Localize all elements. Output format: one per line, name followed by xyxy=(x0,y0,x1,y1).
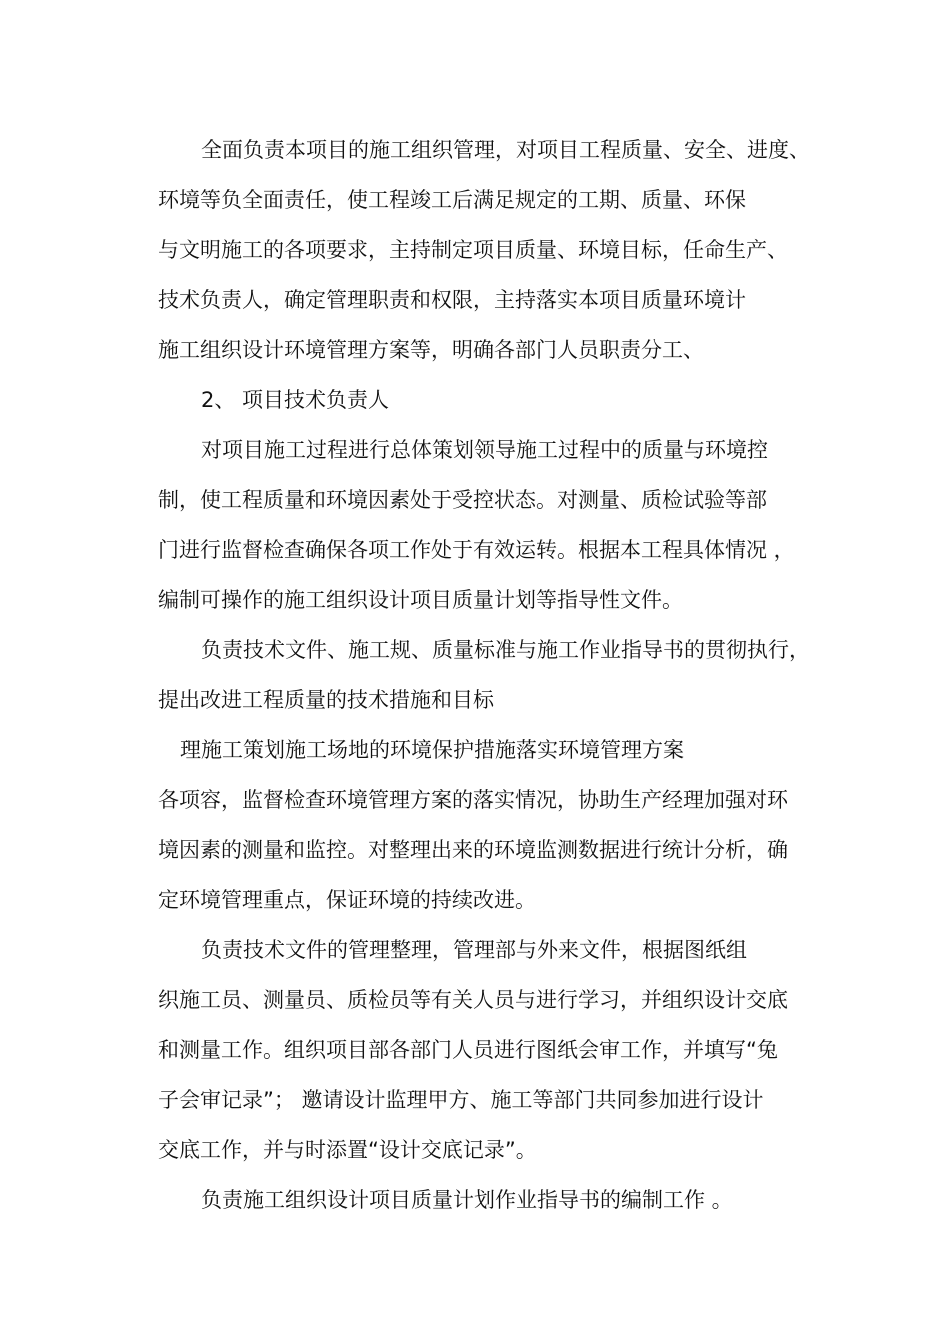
para-line-18: 织施工员、测量员、质检员等有关人员与进行学习，并组织设计交底 xyxy=(158,988,788,1012)
para-line-2: 环境等负全面责任，使工程竣工后满足规定的工期、质量、环保 xyxy=(158,188,746,212)
para-line-1: 全面负责本项目的施工组织管理，对项目工程质量、安全、进度、 xyxy=(201,138,810,162)
para-line-11: 负责技术文件、施工规、质量标准与施工作业指导书的贯彻执行， xyxy=(201,638,810,662)
para-line-12: 提出改进工程质量的技术措施和目标 xyxy=(158,688,494,712)
para-line-14: 各项容，监督检查环境管理方案的落实情况，协助生产经理加强对环 xyxy=(158,788,788,812)
para-line-10: 编制可操作的施工组织设计项目质量计划等指导性文件。 xyxy=(158,588,683,612)
para-line-3: 与文明施工的各项要求，主持制定项目质量、环境目标，任命生产、 xyxy=(158,238,788,262)
para-line-5: 施工组织设计环境管理方案等，明确各部门人员职责分工、 xyxy=(158,338,704,362)
para-line-22: 负责施工组织设计项目质量计划作业指导书的编制工作 。 xyxy=(201,1188,733,1212)
section-heading: 2、 项目技术负责人 xyxy=(201,388,390,412)
para-line-7: 对项目施工过程进行总体策划领导施工过程中的质量与环境控 xyxy=(201,438,768,462)
para-line-17: 负责技术文件的管理整理，管理部与外来文件，根据图纸组 xyxy=(201,938,747,962)
para-line-21: 交底工作，并与时添置“设计交底记录”。 xyxy=(158,1138,537,1162)
para-line-16: 定环境管理重点，保证环境的持续改进。 xyxy=(158,888,536,912)
para-line-8: 制，使工程质量和环境因素处于受控状态。对测量、质检试验等部 xyxy=(158,488,767,512)
para-line-19: 和测量工作。组织项目部各部门人员进行图纸会审工作，并填写“兔 xyxy=(158,1038,778,1062)
para-line-9: 门进行监督检查确保各项工作处于有效运转。根据本工程具体情况 ， xyxy=(158,538,795,562)
para-line-15: 境因素的测量和监控。对整理出来的环境监测数据进行统计分析，确 xyxy=(158,838,788,862)
para-line-4: 技术负责人，确定管理职责和权限，主持落实本项目质量环境计 xyxy=(158,288,746,312)
para-line-20: 子会审记录”； 邀请设计监理甲方、施工等部门共同参加进行设计 xyxy=(158,1088,764,1112)
para-line-13: 理施工策划施工场地的环境保护措施落实环境管理方案 xyxy=(180,738,684,762)
